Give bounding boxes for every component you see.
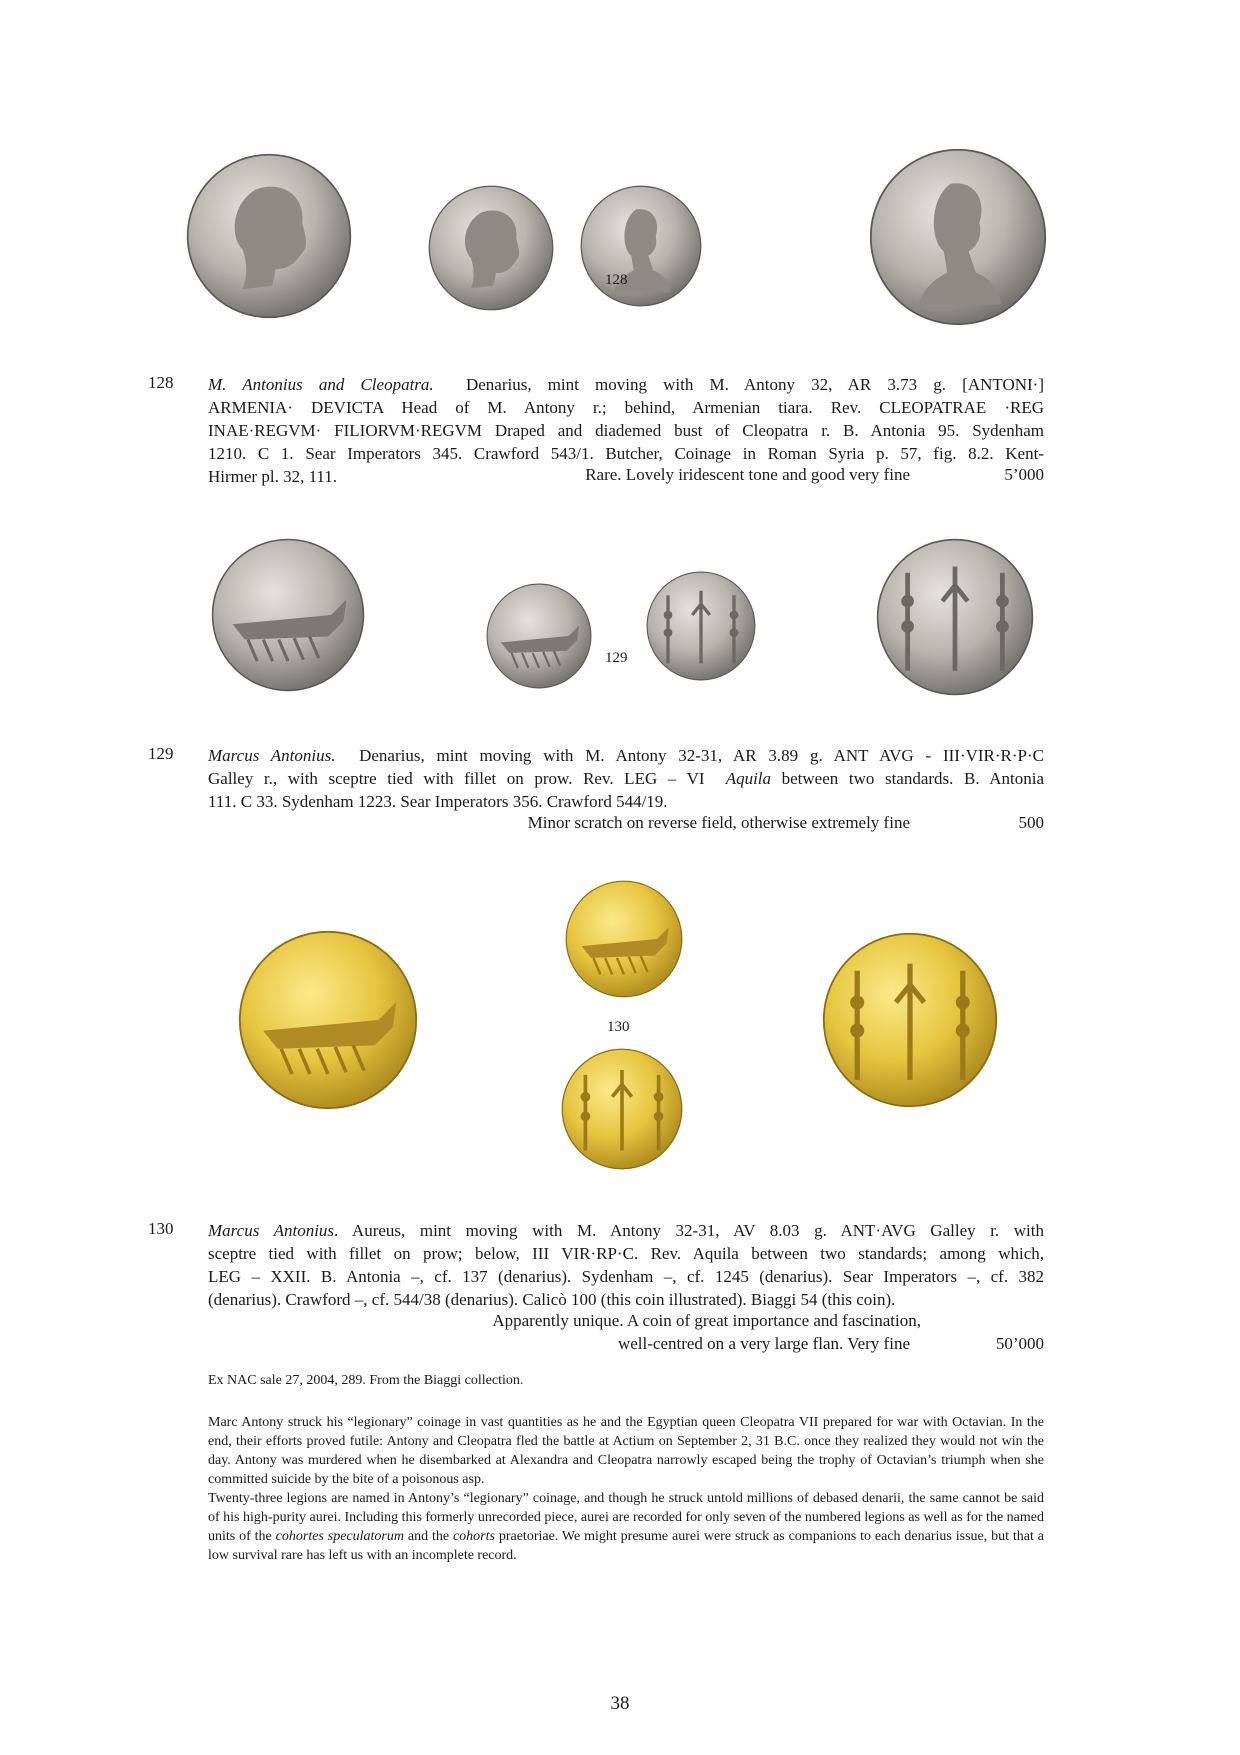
lot-title: M. Antonius and Cleopatra. <box>208 375 434 394</box>
lot-italic-term: Aquila <box>725 769 772 788</box>
lot-title: Marcus Antonius <box>208 1221 335 1240</box>
coin-galley-icon <box>565 880 683 998</box>
lot-number: 128 <box>148 373 174 392</box>
coin-galley-icon <box>208 538 368 692</box>
lot-line: INAE·REGVM· FILIORVM·REGVM Draped and diademed bust of Cleopatra r. B. Antonia 95. Sydenham <box>208 421 1044 440</box>
coin-galley-icon <box>238 930 418 1110</box>
coin-aquila-standards-icon <box>822 932 998 1108</box>
lot-line: Galley r., with sceptre tied with fillet on prow. Rev. LEG – VI <box>208 769 705 788</box>
commentary-paragraph: Marc Antony struck his “legionary” coinage in vast quantities as he and the Egyptian queen Cleopatra VII prepared for war with Octavian. In the end, their efforts proved futile: Antony and Cleopatra fled the battle at Actium on September 2, 31 B.C. once they realized they would not win the day. Antony was murdered when he disembarked at Alexandra and Cleopatra narrowly escaped being the trophy of Octavian’s triumph when she committed suicide by the bite of a poisonous asp. <box>208 1415 1044 1487</box>
lot-line: 111. C 33. Sydenham 1223. Sear Imperators 356. Crawford 544/19. <box>208 792 668 811</box>
lot-condition: Apparently unique. A coin of great importance and fascination, <box>492 1311 921 1330</box>
coin-cleopatra-bust-icon <box>580 183 702 309</box>
lot-line: between two standards. B. Antonia <box>781 769 1044 788</box>
lot-condition: Minor scratch on reverse field, otherwise extremely fine <box>527 813 910 832</box>
commentary-text: praetoriae. We might presume aurei were struck as companions to each denarius issue, but that a low survival rare has left us with an incomplete record. <box>208 1529 1044 1563</box>
coin-antony-head-icon <box>186 153 352 319</box>
lot-line: Denarius, mint moving with M. Antony 32, AR 3.73 g. [ANTONI·] <box>465 375 1044 394</box>
lot-condition: Rare. Lovely iridescent tone and good very fine <box>585 465 910 484</box>
commentary-text: Twenty-three legions are named in Antony’s “legionary” coinage, and though he struck untold millions of debased denarii, the same cannot be said of his high-purity aurei. Including this formerly unrecorded piece, aurei are recorded for only seven of the numbered legions as well as for the named units of the <box>208 1491 1044 1544</box>
coin-antony-head-icon <box>428 185 554 311</box>
lot-number: 129 <box>148 744 174 763</box>
lot-condition: well-centred on a very large flan. Very fine <box>617 1334 910 1353</box>
coin-aquila-standards-icon <box>561 1048 683 1170</box>
commentary-italic: cohorts <box>452 1529 495 1544</box>
lot-provenance: Ex NAC sale 27, 2004, 289. From the Biaggi collection. <box>208 1373 524 1388</box>
page-number: 38 <box>610 1693 630 1714</box>
lot-line: LEG – XXII. B. Antonia –, cf. 137 (denarius). Sydenham –, cf. 1245 (denarius). Sear Imperators –, cf. 382 <box>208 1267 1044 1286</box>
commentary-text: and the <box>407 1529 450 1544</box>
lot-line: . Aureus, mint moving with M. Antony 32-31, AV 8.03 g. ANT·AVG Galley r. with <box>334 1221 1044 1240</box>
coin-aquila-standards-icon <box>646 569 756 683</box>
lot-line: Denarius, mint moving with M. Antony 32-31, AR 3.89 g. ANT AVG - III·VIR·R·P·C <box>359 746 1044 765</box>
plate-number: 129 <box>605 650 628 666</box>
lot-line: sceptre tied with fillet on prow; below, III VIR·RP·C. Rev. Aquila between two standards; among which, <box>208 1244 1044 1263</box>
commentary <box>208 1413 1044 1565</box>
coin-cleopatra-bust-icon <box>869 148 1047 326</box>
lot-line: ARMENIA· DEVICTA Head of M. Antony r.; behind, Armenian tiara. Rev. CLEOPATRAE ·REG <box>208 398 1044 417</box>
lot-description <box>208 1219 1044 1311</box>
plate-number: 128 <box>605 272 628 288</box>
plate-number: 130 <box>607 1019 630 1035</box>
lot-estimate: 500 <box>1018 813 1044 832</box>
lot-line: (denarius). Crawford –, cf. 544/38 (denarius). Calicò 100 (this coin illustrated). Biaggi 54 (this coin). <box>208 1290 896 1309</box>
coin-aquila-standards-icon <box>876 536 1034 698</box>
lot-estimate: 5’000 <box>1004 465 1044 484</box>
commentary-italic: cohortes speculatorum <box>275 1529 404 1544</box>
lot-description <box>208 744 1044 813</box>
lot-estimate: 50’000 <box>995 1334 1044 1353</box>
lot-number: 130 <box>148 1219 174 1238</box>
commentary-paragraph <box>208 1489 1044 1565</box>
coin-galley-icon <box>484 583 594 689</box>
lot-line: Hirmer pl. 32, 111. <box>208 467 338 486</box>
lot-title: Marcus Antonius. <box>208 746 336 765</box>
lot-line: 1210. C 1. Sear Imperators 345. Crawford 543/1. Butcher, Coinage in Roman Syria p. 57, fig. 8.2. Kent- <box>208 444 1044 463</box>
